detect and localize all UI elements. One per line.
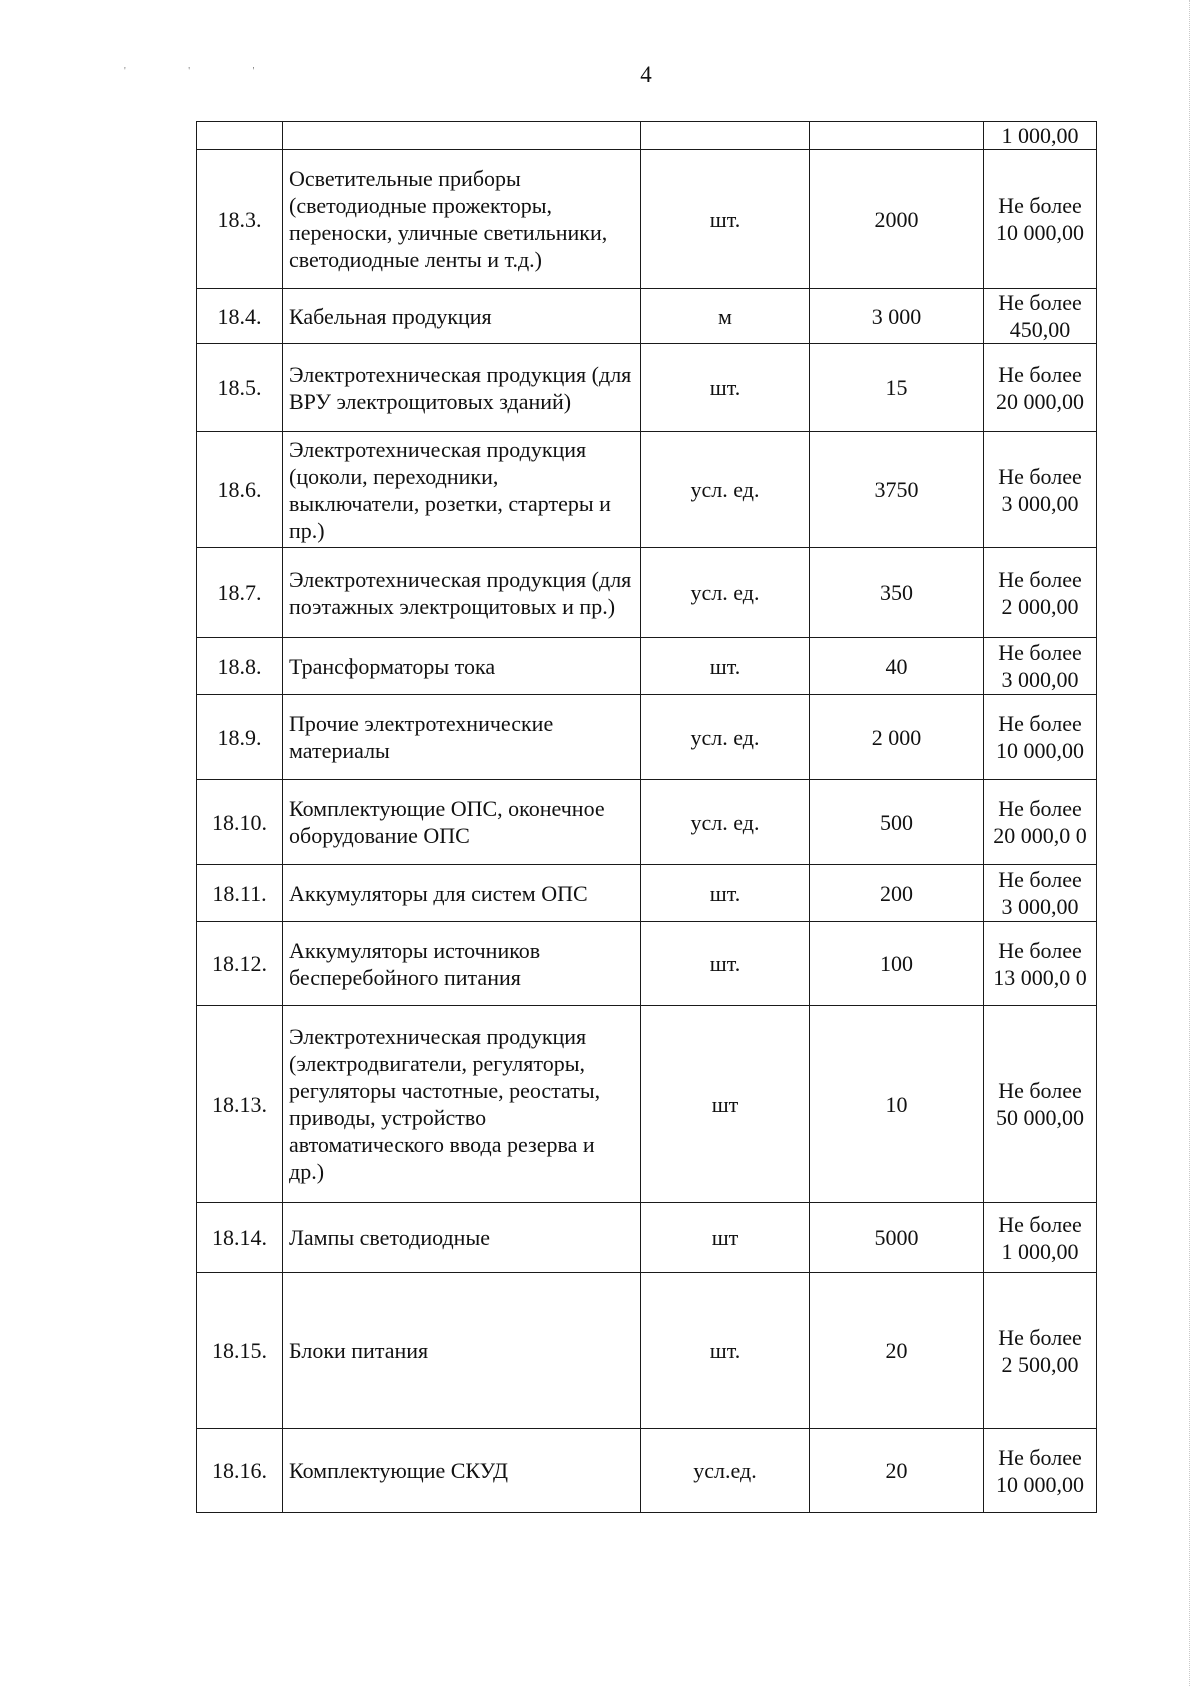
quantity-cell: 20 — [810, 1429, 984, 1513]
item-name-cell: Электротехническая продукция (электродвигатели, регуляторы, регуляторы частотные, реостаты, приводы, устройство автоматического ввода резерва и др.) — [283, 1006, 641, 1203]
price-cell: Не более 20 000,00 — [984, 344, 1097, 432]
table-body — [197, 122, 1097, 1513]
item-name-cell: Электротехническая продукция (для поэтажных электрощитовых и пр.) — [283, 548, 641, 638]
row-number-cell: 18.10. — [197, 780, 283, 865]
quantity-cell: 3750 — [810, 432, 984, 548]
unit-cell: шт. — [641, 638, 810, 695]
row-number-cell: 18.12. — [197, 922, 283, 1006]
table-row — [197, 289, 1097, 344]
item-name-cell: Кабельная продукция — [283, 289, 641, 344]
row-number-cell: 18.11. — [197, 865, 283, 922]
scan-specks: ' ' ' — [124, 66, 285, 77]
table-row — [197, 432, 1097, 548]
quantity-cell: 200 — [810, 865, 984, 922]
price-cell: Не более 1 000,00 — [984, 1203, 1097, 1273]
price-cell: Не более 13 000,0 0 — [984, 922, 1097, 1006]
row-number-cell: 18.14. — [197, 1203, 283, 1273]
table-row — [197, 922, 1097, 1006]
row-number-cell: 18.3. — [197, 150, 283, 289]
unit-cell: усл. ед. — [641, 432, 810, 548]
unit-cell: шт — [641, 1006, 810, 1203]
table-row — [197, 1203, 1097, 1273]
price-cell: 1 000,00 — [984, 122, 1097, 150]
quantity-cell: 2 000 — [810, 695, 984, 780]
price-cell: Не более 3 000,00 — [984, 865, 1097, 922]
price-cell: Не более 10 000,00 — [984, 150, 1097, 289]
table-row — [197, 1006, 1097, 1203]
quantity-cell: 20 — [810, 1273, 984, 1429]
item-name-cell: Осветительные приборы (светодиодные прожекторы, переноски, уличные светильники, светодиодные ленты и т.д.) — [283, 150, 641, 289]
unit-cell: шт — [641, 1203, 810, 1273]
quantity-cell — [810, 122, 984, 150]
table-row — [197, 122, 1097, 150]
row-number-cell: 18.16. — [197, 1429, 283, 1513]
unit-cell: шт. — [641, 150, 810, 289]
quantity-cell: 15 — [810, 344, 984, 432]
unit-cell: шт. — [641, 344, 810, 432]
price-cell: Не более 10 000,00 — [984, 1429, 1097, 1513]
item-name-cell: Блоки питания — [283, 1273, 641, 1429]
unit-cell: м — [641, 289, 810, 344]
price-cell: Не более 10 000,00 — [984, 695, 1097, 780]
row-number-cell: 18.7. — [197, 548, 283, 638]
price-cell: Не более 3 000,00 — [984, 432, 1097, 548]
price-cell: Не более 20 000,0 0 — [984, 780, 1097, 865]
row-number-cell: 18.5. — [197, 344, 283, 432]
scan-edge-line — [1189, 0, 1191, 1686]
unit-cell: шт. — [641, 865, 810, 922]
unit-cell: усл.ед. — [641, 1429, 810, 1513]
price-cell: Не более 2 500,00 — [984, 1273, 1097, 1429]
quantity-cell: 100 — [810, 922, 984, 1006]
unit-cell: усл. ед. — [641, 548, 810, 638]
table-row — [197, 695, 1097, 780]
table-row — [197, 344, 1097, 432]
unit-cell: усл. ед. — [641, 695, 810, 780]
row-number-cell: 18.4. — [197, 289, 283, 344]
price-cell: Не более 3 000,00 — [984, 638, 1097, 695]
page-number: 4 — [640, 62, 652, 87]
table-row — [197, 548, 1097, 638]
table-row — [197, 1429, 1097, 1513]
quantity-cell: 2000 — [810, 150, 984, 289]
table-row — [197, 780, 1097, 865]
quantity-cell: 5000 — [810, 1203, 984, 1273]
row-number-cell: 18.15. — [197, 1273, 283, 1429]
table-row — [197, 1273, 1097, 1429]
table-row — [197, 638, 1097, 695]
quantity-cell: 40 — [810, 638, 984, 695]
table-row — [197, 150, 1097, 289]
item-name-cell: Аккумуляторы для систем ОПС — [283, 865, 641, 922]
item-name-cell: Электротехническая продукция (для ВРУ электрощитовых зданий) — [283, 344, 641, 432]
quantity-cell: 10 — [810, 1006, 984, 1203]
item-name-cell: Прочие электротехнические материалы — [283, 695, 641, 780]
row-number-cell: 18.8. — [197, 638, 283, 695]
item-name-cell: Аккумуляторы источников бесперебойного питания — [283, 922, 641, 1006]
unit-cell — [641, 122, 810, 150]
row-number-cell — [197, 122, 283, 150]
price-cell: Не более 50 000,00 — [984, 1006, 1097, 1203]
unit-cell: шт. — [641, 1273, 810, 1429]
item-name-cell — [283, 122, 641, 150]
unit-cell: усл. ед. — [641, 780, 810, 865]
item-name-cell: Комплектующие ОПС, оконечное оборудование ОПС — [283, 780, 641, 865]
price-cell: Не более 2 000,00 — [984, 548, 1097, 638]
quantity-cell: 350 — [810, 548, 984, 638]
item-name-cell: Электротехническая продукция (цоколи, переходники, выключатели, розетки, стартеры и пр.) — [283, 432, 641, 548]
price-cell: Не более 450,00 — [984, 289, 1097, 344]
table-row — [197, 865, 1097, 922]
row-number-cell: 18.9. — [197, 695, 283, 780]
item-name-cell: Трансформаторы тока — [283, 638, 641, 695]
item-name-cell: Комплектующие СКУД — [283, 1429, 641, 1513]
item-name-cell: Лампы светодиодные — [283, 1203, 641, 1273]
quantity-cell: 3 000 — [810, 289, 984, 344]
quantity-cell: 500 — [810, 780, 984, 865]
row-number-cell: 18.6. — [197, 432, 283, 548]
row-number-cell: 18.13. — [197, 1006, 283, 1203]
items-table — [196, 121, 1097, 1513]
unit-cell: шт. — [641, 922, 810, 1006]
